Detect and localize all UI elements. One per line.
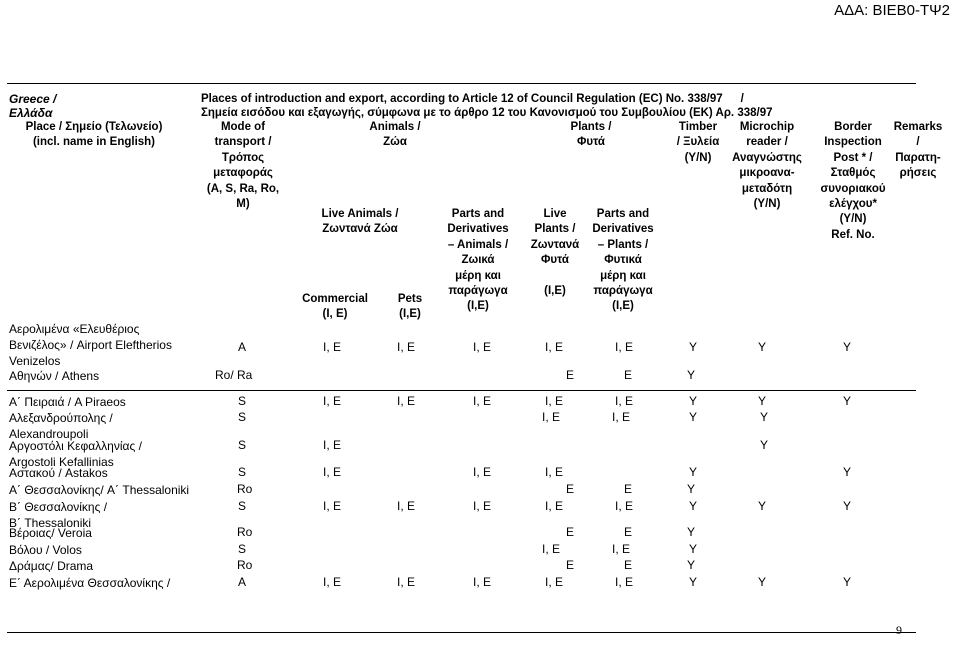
row-place: Δράμας/ Drama (9, 559, 94, 573)
row-microchip: Y (758, 340, 767, 354)
row-microchip: Y (760, 438, 769, 452)
row-live-plants: E (566, 368, 575, 382)
header-live-plants: Live Plants / Ζωντανά Φυτά (I,E) (530, 208, 580, 298)
row-mode: A (238, 575, 247, 589)
row-commercial: I, E (323, 394, 342, 408)
row-place: Βόλου / Volos (9, 543, 82, 557)
row-live-plants: I, E (542, 410, 561, 424)
row-mode: S (238, 499, 247, 513)
table-top-border (7, 83, 916, 84)
row-parts-plants: E (624, 368, 633, 382)
header-microchip: Microchip reader / Αναγνώστης μικροανα- μεταδότη (Y/N) (732, 121, 802, 211)
row-place: Β΄ Θεσσαλονίκης / B΄ Thessaloniki (9, 500, 108, 530)
row-mode: S (238, 465, 247, 479)
row-commercial: I, E (323, 575, 342, 589)
places-title: Places of introduction and export, according to Article 12 of Council Regulation (EC) No. 338/97 / Σημεία εισόδου και εξαγωγής, σύμφωνα με το άρθρο 12 του Κανονισμού του Συμβουλίου (ΕΚ) Αρ. 338/97 (201, 93, 773, 119)
row-live-plants: E (566, 558, 575, 572)
row-parts-plants: E (624, 482, 633, 496)
header-commercial: Commercial (I, E) (302, 293, 368, 321)
row-place: Αερολιμένα «Ελευθέριος Βενιζέλος» / Airport Eleftherios Venizelos (9, 322, 172, 368)
row-commercial: I, E (323, 438, 342, 452)
row-pets: I, E (397, 340, 416, 354)
header-plants: Plants / Φυτά (570, 121, 612, 149)
row-microchip: Y (758, 499, 767, 513)
ada-code: ΑΔΑ: ΒΙΕΒ0-ΤΨ2 (834, 2, 950, 19)
row-timber: Y (689, 542, 698, 556)
header-place: Place / Σημείο (Τελωνείο) (incl. name in English) (25, 121, 163, 149)
row-timber: Y (689, 340, 698, 354)
row-timber: Y (689, 499, 698, 513)
row-parts-animals: I, E (473, 575, 492, 589)
row-live-plants: I, E (542, 542, 561, 556)
row-live-plants: I, E (545, 575, 564, 589)
row-parts-plants: E (624, 558, 633, 572)
row-mode: S (238, 438, 247, 452)
row-parts-plants: I, E (615, 499, 634, 513)
row-place: Αλεξανδρούπολης / Alexandroupoli (9, 411, 113, 441)
row-microchip: Y (760, 410, 769, 424)
row-timber: Y (689, 394, 698, 408)
row-mode: Ro/ Ra (215, 368, 253, 382)
row-place: Αργοστόλι Κεφαλληνίας / Argostoli Kefallinias (9, 439, 142, 469)
header-timber: Timber / Ξυλεία (Y/N) (676, 121, 720, 164)
row-place: Ε΄ Αερολιμένα Θεσσαλονίκης / (9, 576, 171, 590)
row-timber: Y (689, 465, 698, 479)
row-timber: Y (689, 575, 698, 589)
row-pets: I, E (397, 575, 416, 589)
header-remarks: Remarks / Παρατη- ρήσεις (893, 121, 943, 180)
row-timber: Y (687, 558, 696, 572)
row-live-plants: E (566, 482, 575, 496)
header-live-animals: Live Animals / Ζωντανά Ζώα (321, 208, 399, 236)
header-border-inspection: Border Inspection Post * / Σταθμός συνοριακού ελέγχου* (Y/N) Ref. No. (820, 121, 886, 241)
row-live-plants: I, E (545, 499, 564, 513)
row-parts-plants: E (624, 525, 633, 539)
row-mode: Ro (237, 482, 253, 496)
row-parts-plants: I, E (612, 410, 631, 424)
row-pets: I, E (397, 394, 416, 408)
row-live-plants: E (566, 525, 575, 539)
row-place: Α΄ Πειραιά / A Piraeos (9, 395, 126, 409)
row-parts-plants: I, E (615, 340, 634, 354)
row-commercial: I, E (323, 499, 342, 513)
row-parts-animals: I, E (473, 499, 492, 513)
row-commercial: I, E (323, 340, 342, 354)
row-border: Y (843, 575, 852, 589)
row-parts-plants: I, E (615, 575, 634, 589)
row-mode: Ro (237, 558, 253, 572)
row-timber: Y (687, 368, 696, 382)
row-live-plants: I, E (545, 465, 564, 479)
header-parts-plants: Parts and Derivatives – Plants / Φυτικά μέρη και παράγωγα (I,E) (592, 208, 654, 313)
country-label: Greece / Ελλάδα (9, 92, 57, 120)
row-mode: S (238, 542, 247, 556)
row-border: Y (843, 394, 852, 408)
table-row-divider (7, 390, 916, 391)
row-mode: S (238, 394, 247, 408)
row-commercial: I, E (323, 465, 342, 479)
header-parts-animals: Parts and Derivatives – Animals / Ζωικά μέρη και παράγωγα (I,E) (447, 208, 509, 313)
row-place: Βέροιας/ Veroia (9, 526, 92, 540)
row-place: Αστακού / Astakos (9, 466, 108, 480)
row-mode: A (238, 340, 247, 354)
row-live-plants: I, E (545, 394, 564, 408)
header-pets: Pets (I,E) (397, 293, 423, 321)
row-pets: I, E (397, 499, 416, 513)
row-mode: Ro (237, 525, 253, 539)
row-mode: S (238, 410, 247, 424)
row-parts-animals: I, E (473, 394, 492, 408)
row-timber: Y (687, 525, 696, 539)
row-parts-animals: I, E (473, 340, 492, 354)
row-border: Y (843, 340, 852, 354)
page-number: 9 (896, 623, 902, 637)
row-parts-animals: I, E (473, 465, 492, 479)
row-timber: Y (689, 410, 698, 424)
header-mode: Mode of transport / Τρόπος μεταφοράς (A, S, Ra, Ro, M) (206, 121, 280, 211)
row-live-plants: I, E (545, 340, 564, 354)
row-parts-plants: I, E (612, 542, 631, 556)
row-place: Αθηνών / Athens (9, 369, 100, 383)
row-microchip: Y (758, 394, 767, 408)
header-animals: Animals / Ζώα (369, 121, 421, 149)
row-microchip: Y (758, 575, 767, 589)
row-border: Y (843, 499, 852, 513)
row-place: Α΄ Θεσσαλονίκης/ A΄ Thessaloniki (9, 483, 190, 497)
row-timber: Y (687, 482, 696, 496)
row-parts-plants: I, E (615, 394, 634, 408)
row-border: Y (843, 465, 852, 479)
table-bottom-border (7, 632, 916, 633)
